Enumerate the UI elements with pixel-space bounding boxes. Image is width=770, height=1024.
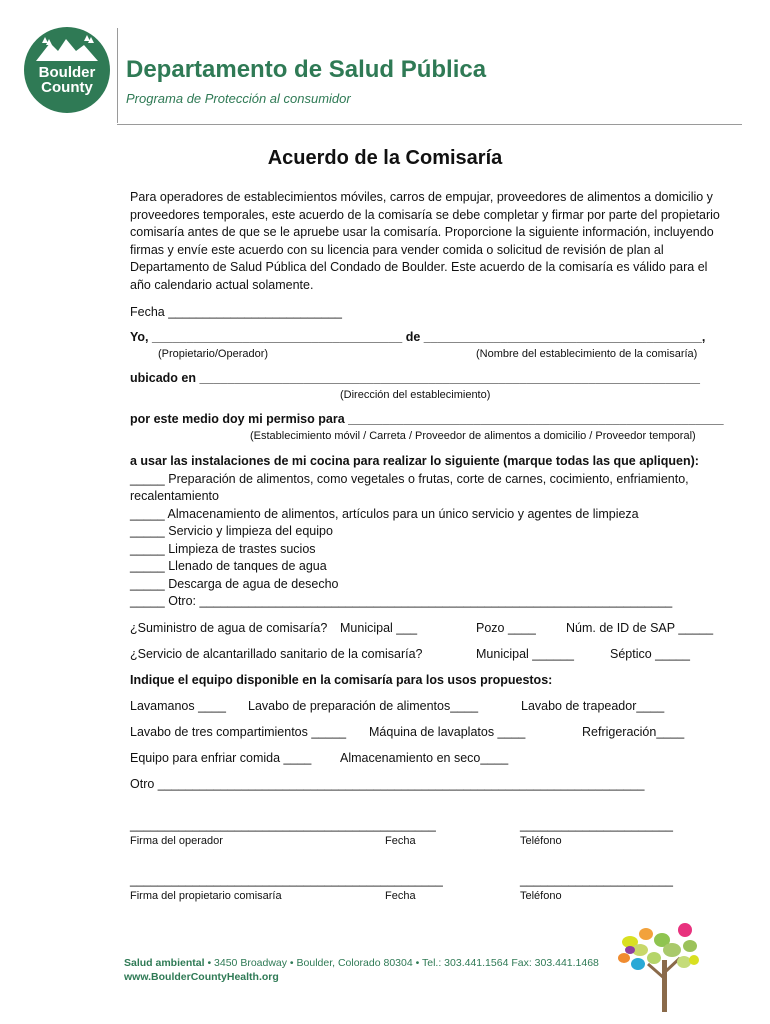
water-well[interactable]: Pozo ____	[476, 621, 536, 635]
equipment-heading: Indique el equipo disponible en la comisaría para los usos propuestos:	[130, 673, 553, 687]
program-subtitle: Programa de Protección al consumidor	[126, 91, 351, 106]
water-question: ¿Suministro de agua de comisaría?	[130, 621, 328, 635]
equip-refrigeration[interactable]: Refrigeración____	[582, 725, 685, 739]
use-item-prep-cont: recalentamiento	[130, 489, 219, 503]
owner-phone-label: Teléfono	[520, 890, 562, 902]
uses-heading: a usar las instalaciones de mi cocina para realizar lo siguiente (marque todas las que apliquen):	[130, 454, 699, 468]
intro-paragraph: Para operadores de establecimientos móviles, carros de empujar, proveedores de alimentos a domicilio y proveedores temporales, este acuerdo de la comisaría se debe completar y firmar por parte del propietario comisaría antes de que se le apruebe usar la comisaría. Proporcione la siguiente información, incluyendo firmas y envíe este acuerdo con su licencia para vender comida o solicitud de revisión de plan al Departamento de Salud Pública del Condado de Boulder. Este acuerdo de la comisaría es válido para el año calendario actual solamente.	[130, 190, 720, 292]
owner-signature-label: Firma del propietario comisaría	[130, 890, 282, 902]
use-item-equipment[interactable]: _____ Servicio y limpieza del equipo	[130, 524, 333, 538]
water-municipal[interactable]: Municipal ___	[340, 621, 418, 635]
document-title: Acuerdo de la Comisaría	[267, 147, 503, 169]
footer-contact	[124, 957, 599, 969]
equip-three-comp[interactable]: Lavabo de tres compartimientos _____	[130, 725, 347, 739]
use-item-wastewater[interactable]: _____ Descarga de agua de desecho	[130, 577, 339, 591]
fecha-field[interactable]: Fecha _________________________	[130, 305, 343, 319]
operator-signature-line[interactable]: ____________________________________________	[130, 818, 436, 832]
operator-phone-label: Teléfono	[520, 835, 562, 847]
owner-phone-line[interactable]: ______________________	[520, 873, 673, 887]
permiso-line[interactable]: por este medio doy mi permiso para ______________________________________________________	[130, 412, 724, 426]
logo-line1: Boulder	[38, 64, 96, 81]
footer-address: • 3450 Broadway • Boulder, Colorado 80304 • Tel.: 303.441.1564 Fax: 303.441.1468	[204, 957, 599, 969]
sewer-septic[interactable]: Séptico _____	[610, 647, 690, 661]
use-item-storage[interactable]: _____ Almacenamiento de alimentos, artículos para un único servicio y agentes de limpieza	[130, 507, 639, 521]
equip-dry-storage[interactable]: Almacenamiento en seco____	[340, 751, 509, 765]
sewer-municipal[interactable]: Municipal ______	[476, 647, 574, 661]
equip-mop-sink[interactable]: Lavabo de trapeador____	[521, 699, 665, 713]
otro-field[interactable]: Otro ______________________________________________________________________	[130, 777, 645, 791]
use-item-prep[interactable]: _____ Preparación de alimentos, como vegetales o frutas, corte de carnes, cocimiento, enfriamiento,	[130, 472, 689, 486]
operator-date-label: Fecha	[385, 835, 416, 847]
ubicado-line[interactable]: ubicado en ________________________________________________________________________	[130, 371, 700, 385]
logo-line2: County	[41, 79, 93, 96]
footer-website-link[interactable]: www.BoulderCountyHealth.org	[124, 971, 279, 983]
department-title: Departamento de Salud Pública	[126, 56, 487, 83]
yo-establishment-label: (Nombre del establecimiento de la comisaría)	[476, 348, 698, 360]
mountains-trees-icon	[36, 35, 98, 63]
operator-signature-label: Firma del operador	[130, 835, 223, 847]
boulder-county-logo	[24, 27, 110, 113]
operator-phone-line[interactable]: ______________________	[520, 818, 673, 832]
equip-prep-sink[interactable]: Lavabo de preparación de alimentos____	[248, 699, 479, 713]
equip-dishwasher[interactable]: Máquina de lavaplatos ____	[369, 725, 526, 739]
sewer-question: ¿Servicio de alcantarillado sanitario de la comisaría?	[130, 647, 423, 661]
use-item-other[interactable]: _____ Otro: ____________________________________________________________________	[130, 594, 673, 608]
use-item-water-fill[interactable]: _____ Llenado de tanques de agua	[130, 559, 327, 573]
footer-dept-name: Salud ambiental	[124, 957, 205, 969]
water-sap-id[interactable]: Núm. de ID de SAP _____	[566, 621, 714, 635]
tree-illustration	[610, 920, 700, 1012]
equip-cooling[interactable]: Equipo para enfriar comida ____	[130, 751, 312, 765]
header-vertical-divider	[117, 28, 118, 123]
yo-owner-label: (Propietario/Operador)	[158, 348, 269, 360]
use-item-dishes[interactable]: _____ Limpieza de trastes sucios	[130, 542, 316, 556]
yo-line[interactable]: Yo, ____________________________________ de ________________________________________,	[130, 330, 706, 344]
owner-signature-line[interactable]: _____________________________________________	[130, 873, 443, 887]
header-horizontal-divider	[117, 124, 742, 125]
owner-date-label: Fecha	[385, 890, 416, 902]
equip-handwash[interactable]: Lavamanos ____	[130, 699, 226, 713]
ubicado-address-label: (Dirección del establecimiento)	[340, 389, 491, 401]
permiso-type-label: (Establecimiento móvil / Carreta / Proveedor de alimentos a domicilio / Proveedor temporal)	[250, 430, 696, 442]
